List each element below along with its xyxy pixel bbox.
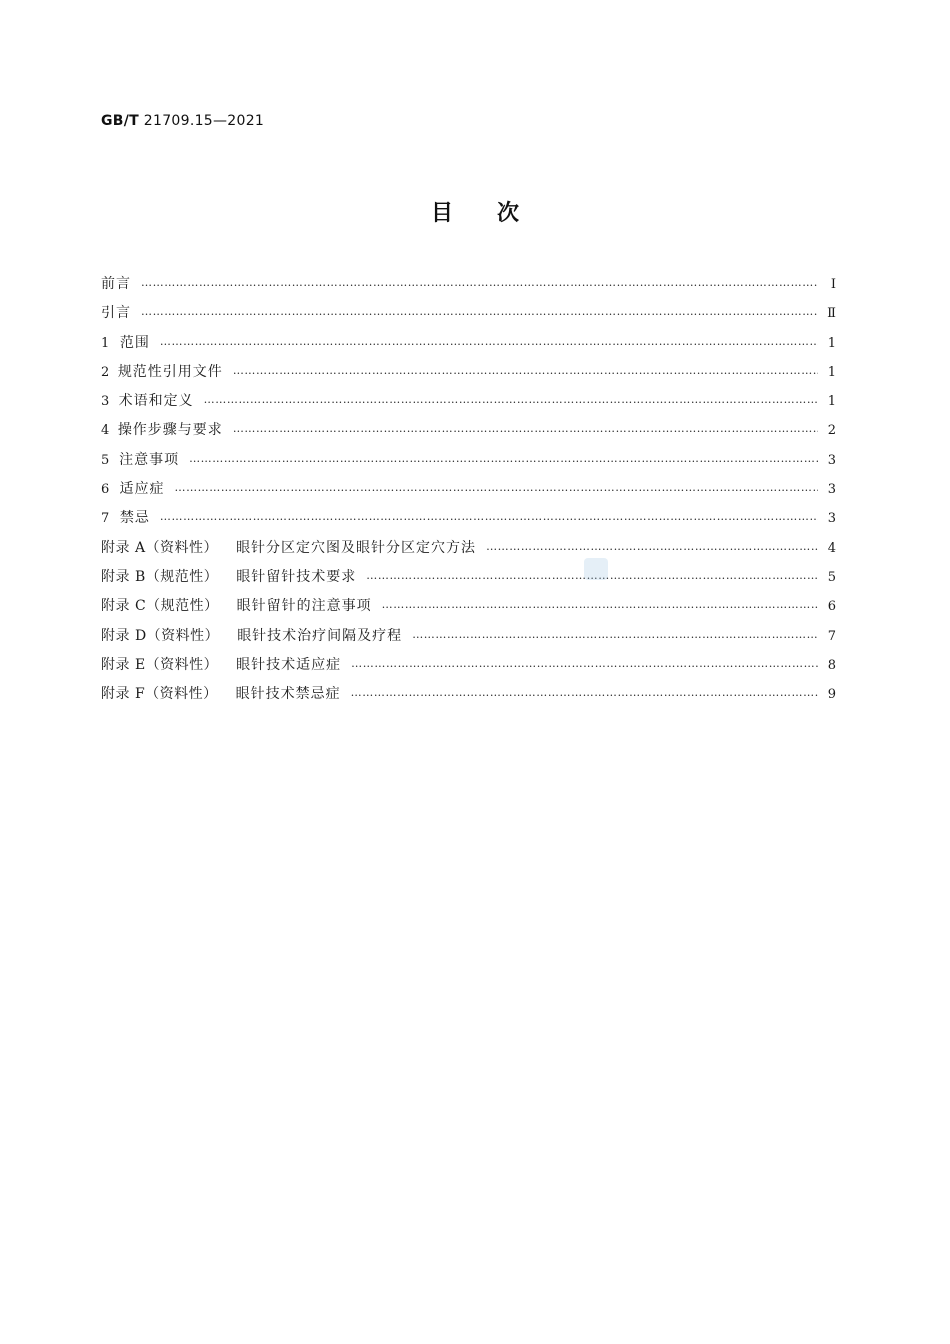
toc-entry-label xyxy=(101,626,402,646)
toc-leader-dots xyxy=(351,654,818,674)
toc-leader-dots xyxy=(174,478,818,498)
toc-entry-procedures[interactable] xyxy=(101,420,836,449)
toc-entry-page: 3 xyxy=(827,452,836,468)
toc-entry-annex-c[interactable] xyxy=(101,596,836,625)
toc-entry-indications[interactable] xyxy=(101,479,836,508)
toc-leader-dots xyxy=(486,537,818,557)
toc-entry-foreword[interactable] xyxy=(101,274,836,303)
toc-entry-page: 3 xyxy=(827,511,836,527)
toc-entry-number: 2 xyxy=(101,364,110,380)
standard-prefix: GB/T xyxy=(101,113,140,129)
toc-leader-dots xyxy=(160,507,818,527)
toc-entry-page: 7 xyxy=(827,628,836,644)
toc-entry-label: 操作步骤与要求 xyxy=(117,422,223,439)
toc-entry-page: 5 xyxy=(827,569,836,585)
toc-entry-number: 4 xyxy=(101,423,110,439)
toc-entry-normative-references[interactable] xyxy=(101,362,836,391)
toc-entry-number: 7 xyxy=(101,511,110,527)
toc-entry-label xyxy=(101,567,356,587)
annex-title: 眼针技术治疗间隔及疗程 xyxy=(237,627,403,644)
toc-entry-label xyxy=(101,655,341,675)
toc-entry-annex-d[interactable] xyxy=(101,626,836,655)
annex-tag: 附录 C（规范性） xyxy=(101,598,219,615)
toc-leader-dots xyxy=(141,302,818,322)
toc-entry-annex-e[interactable] xyxy=(101,655,836,684)
toc-entry-label: 范围 xyxy=(119,334,150,351)
annex-tag: 附录 A（资料性） xyxy=(101,539,219,556)
toc-leader-dots xyxy=(351,683,818,703)
toc-leader-dots xyxy=(141,273,818,293)
toc-entry-page: 1 xyxy=(827,364,836,380)
annex-title: 眼针留针技术要求 xyxy=(236,568,357,585)
toc-entry-label: 前言 xyxy=(101,276,131,292)
toc-leader-dots xyxy=(160,332,818,352)
annex-tag: 附录 B（规范性） xyxy=(101,568,219,585)
toc-entry-annex-b[interactable] xyxy=(101,567,836,596)
toc-leader-dots xyxy=(412,625,818,645)
annex-tag: 附录 F（资料性） xyxy=(101,686,218,703)
table-of-contents xyxy=(101,274,836,713)
toc-entry-page: Ⅰ xyxy=(830,277,836,292)
toc-entry-label: 术语和定义 xyxy=(118,393,194,410)
toc-leader-dots xyxy=(204,390,818,410)
toc-entry-label xyxy=(101,684,341,704)
toc-leader-dots xyxy=(233,361,818,381)
toc-entry-annex-a[interactable] xyxy=(101,538,836,567)
toc-entry-number: 5 xyxy=(101,452,110,468)
toc-entry-contraindications[interactable] xyxy=(101,508,836,537)
toc-entry-scope[interactable] xyxy=(101,333,836,362)
toc-leader-dots xyxy=(382,595,818,615)
toc-entry-page: Ⅱ xyxy=(827,306,836,322)
standard-code: 21709.15—2021 xyxy=(143,113,265,129)
toc-entry-number: 1 xyxy=(101,335,110,351)
toc-entry-annex-f[interactable] xyxy=(101,684,836,713)
toc-entry-page: 8 xyxy=(827,657,836,673)
toc-entry-label: 适应症 xyxy=(119,481,165,498)
toc-entry-label: 注意事项 xyxy=(119,451,180,468)
annex-tag: 附录 D（资料性） xyxy=(101,627,220,644)
watermark-logo xyxy=(584,558,608,580)
toc-entry-label: 禁忌 xyxy=(119,510,150,527)
toc-entry-page: 6 xyxy=(827,599,836,615)
toc-entry-page: 1 xyxy=(827,394,836,410)
toc-leader-dots xyxy=(189,449,818,469)
toc-entry-label: 规范性引用文件 xyxy=(117,363,223,380)
toc-entry-page: 9 xyxy=(827,687,836,703)
toc-entry-page: 3 xyxy=(827,482,836,498)
annex-title: 眼针技术适应症 xyxy=(236,656,342,673)
annex-title: 眼针留针的注意事项 xyxy=(236,598,372,615)
toc-entry-label xyxy=(101,538,476,558)
toc-entry-precautions[interactable] xyxy=(101,450,836,479)
annex-tag: 附录 E（资料性） xyxy=(101,656,219,673)
toc-entry-page: 2 xyxy=(827,423,836,439)
toc-entry-number: 6 xyxy=(101,482,110,498)
toc-entry-introduction[interactable] xyxy=(101,303,836,332)
toc-entry-page: 1 xyxy=(827,335,836,351)
toc-entry-label xyxy=(101,596,372,616)
toc-leader-dots xyxy=(233,419,818,439)
toc-entry-terms-definitions[interactable] xyxy=(101,391,836,420)
toc-entry-number: 3 xyxy=(101,394,110,410)
standard-number xyxy=(101,113,264,129)
toc-entry-page: 4 xyxy=(827,540,836,556)
annex-title: 眼针技术禁忌症 xyxy=(235,686,341,703)
annex-title: 眼针分区定穴图及眼针分区定穴方法 xyxy=(236,539,477,556)
page-title: 目次 xyxy=(430,201,563,226)
toc-entry-label: 引言 xyxy=(101,305,131,322)
